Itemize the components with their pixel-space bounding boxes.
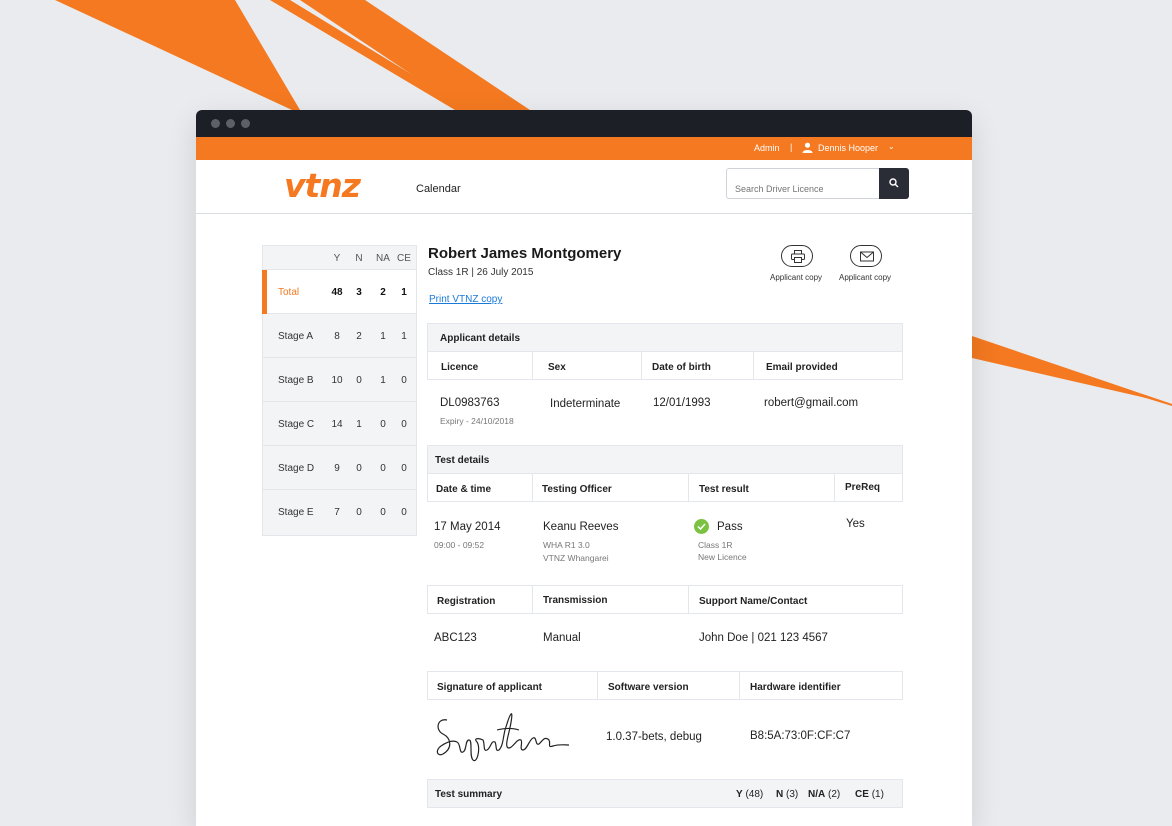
prereq-value: Yes (846, 518, 865, 530)
stage-ce: 1 (401, 287, 407, 298)
window-dot (241, 119, 250, 128)
stage-ce: 0 (401, 375, 407, 386)
officer-detail: WHA R1 3.0 (543, 540, 590, 550)
navbar (196, 160, 972, 214)
stage-n: 1 (356, 419, 362, 430)
stage-label: Stage B (278, 375, 314, 386)
applicant-name: Robert James Montgomery (428, 245, 622, 262)
test-date: 17 May 2014 (434, 521, 501, 533)
stage-ce: 0 (401, 463, 407, 474)
col-testing-officer: Testing Officer (532, 473, 689, 502)
search-button[interactable] (879, 168, 909, 199)
admin-link[interactable]: Admin (754, 143, 780, 153)
nav-calendar[interactable]: Calendar (416, 183, 461, 195)
support-contact-value: John Doe | 021 123 4567 (699, 632, 828, 644)
stage-y: 14 (331, 419, 343, 430)
licence-number: DL0983763 (440, 397, 500, 409)
stage-na: 1 (380, 331, 386, 342)
dob-value: 12/01/1993 (653, 397, 711, 409)
officer-location: VTNZ Whangarei (543, 553, 609, 563)
col-na: NA (376, 253, 390, 264)
stage-na: 0 (380, 463, 386, 474)
stage-y: 8 (334, 331, 340, 342)
summary-key: N (776, 789, 784, 800)
stage-label: Stage E (278, 507, 314, 518)
stage-y: 48 (331, 287, 343, 298)
summary-ce (855, 789, 884, 800)
stage-summary-table (262, 245, 417, 536)
summary-n (776, 789, 798, 800)
stage-ce: 1 (401, 331, 407, 342)
summary-y (736, 789, 763, 800)
user-icon (802, 142, 813, 153)
result-class: Class 1R (698, 540, 733, 550)
window-titlebar (196, 110, 972, 137)
stage-row-e[interactable] (263, 490, 416, 534)
col-prereq: PreReq (834, 473, 903, 502)
col-dob: Date of birth (641, 351, 754, 380)
active-indicator (262, 270, 267, 314)
window-dot (226, 119, 235, 128)
printer-icon (791, 250, 805, 263)
applicant-details-header: Applicant details (427, 323, 903, 352)
test-time: 09:00 - 09:52 (434, 540, 485, 550)
test-summary-title: Test summary (435, 789, 503, 800)
stage-row-c[interactable] (263, 402, 416, 446)
col-email: Email provided (753, 351, 903, 380)
stage-row-b[interactable] (263, 358, 416, 402)
user-menu[interactable]: Dennis Hooper (818, 143, 879, 153)
col-date-time: Date & time (427, 473, 533, 502)
test-summary-bar (427, 779, 903, 808)
col-ce: CE (397, 253, 411, 264)
pass-icon (694, 519, 709, 534)
col-signature: Signature of applicant (427, 671, 598, 700)
stage-y: 7 (334, 507, 340, 518)
stage-na: 0 (380, 419, 386, 430)
col-software-version: Software version (597, 671, 740, 700)
vtnz-logo[interactable]: vtnz (284, 166, 360, 205)
search-icon (889, 178, 899, 188)
email-applicant-copy-button[interactable] (850, 245, 882, 267)
summary-key: CE (855, 789, 869, 800)
stage-ce: 0 (401, 419, 407, 430)
result-type: New Licence (698, 552, 747, 562)
stage-label: Stage D (278, 463, 315, 474)
sex-value: Indeterminate (550, 398, 621, 410)
email-value: robert@gmail.com (764, 397, 859, 409)
topbar-separator: | (790, 142, 793, 152)
class-and-date: Class 1R | 26 July 2015 (428, 267, 534, 278)
officer-name: Keanu Reeves (543, 521, 619, 533)
stage-n: 3 (356, 287, 362, 298)
stage-row-total[interactable] (263, 270, 416, 314)
summary-na (808, 789, 840, 800)
stage-na: 0 (380, 507, 386, 518)
stage-na: 1 (380, 375, 386, 386)
stage-y: 10 (331, 375, 343, 386)
print-vtnz-copy-link[interactable]: Print VTNZ copy (429, 294, 503, 305)
print-applicant-copy-button[interactable] (781, 245, 813, 267)
col-y: Y (333, 253, 341, 264)
stage-label: Total (278, 287, 300, 298)
stage-na: 2 (380, 287, 386, 298)
summary-count: (1) (871, 789, 884, 800)
col-registration: Registration (427, 585, 533, 614)
stage-row-d[interactable] (263, 446, 416, 490)
summary-count: (2) (828, 789, 841, 800)
test-result-value: Pass (717, 521, 743, 533)
col-licence: Licence (427, 351, 533, 380)
stage-label: Stage A (278, 331, 314, 342)
stage-y: 9 (334, 463, 340, 474)
search-input[interactable] (726, 168, 880, 199)
summary-count: (48) (745, 789, 764, 800)
app-window (196, 110, 972, 826)
stage-n: 0 (356, 375, 362, 386)
transmission-value: Manual (543, 632, 581, 644)
stage-n: 2 (356, 331, 362, 342)
hardware-identifier-value: B8:5A:73:0F:CF:C7 (750, 730, 851, 742)
chevron-down-icon[interactable]: ⌄ (888, 142, 895, 151)
stage-row-a[interactable] (263, 314, 416, 358)
test-details-header: Test details (427, 445, 903, 474)
col-transmission: Transmission (532, 585, 689, 614)
stage-table-header (263, 246, 416, 270)
stage-ce: 0 (401, 507, 407, 518)
applicant-signature (433, 710, 573, 765)
col-support-contact: Support Name/Contact (688, 585, 903, 614)
summary-key: N/A (808, 789, 826, 800)
col-n: N (355, 253, 363, 264)
software-version-value: 1.0.37-bets, debug (606, 731, 702, 743)
summary-key: Y (736, 789, 743, 800)
stage-n: 0 (356, 463, 362, 474)
licence-expiry: Expiry - 24/10/2018 (440, 416, 514, 426)
col-test-result: Test result (688, 473, 835, 502)
col-sex: Sex (532, 351, 642, 380)
summary-count: (3) (786, 789, 799, 800)
stage-label: Stage C (278, 419, 315, 430)
action-label: Applicant copy (839, 273, 892, 282)
action-label: Applicant copy (770, 273, 823, 282)
stage-n: 0 (356, 507, 362, 518)
registration-value: ABC123 (434, 632, 477, 644)
window-dot (211, 119, 220, 128)
mail-icon (860, 250, 874, 263)
col-hardware-identifier: Hardware identifier (739, 671, 903, 700)
top-bar (196, 137, 972, 160)
